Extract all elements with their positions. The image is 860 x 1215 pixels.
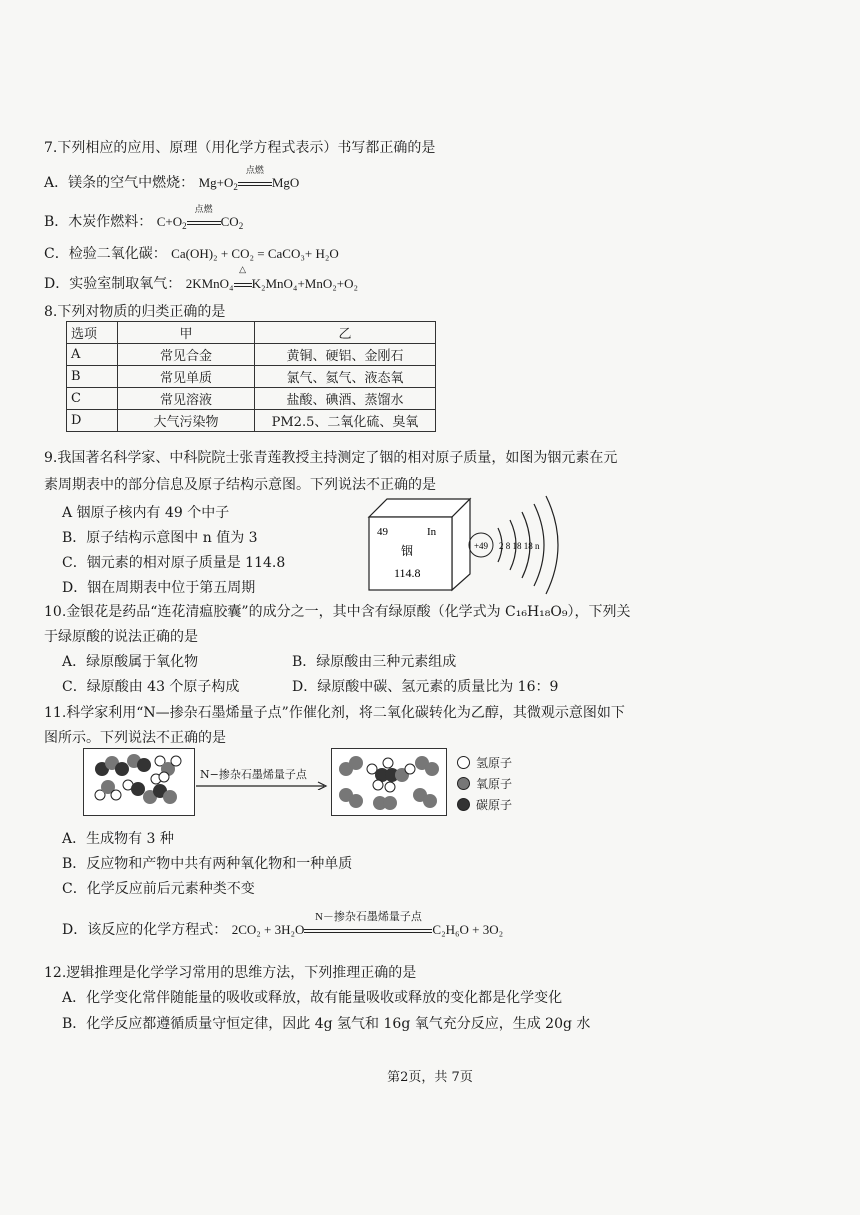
q11-stem-line1: 11.科学家利用“N—掺杂石墨烯量子点”作催化剂，将二氧化碳转化为乙醇，其微观示意图如下 [44,705,625,721]
reactants-box [83,748,195,816]
table-cell: 黄铜、硬铝、金刚石 [255,344,436,366]
table-cell: B [67,366,118,388]
q7-a-label: A．镁条的空气中燃烧： [44,175,195,191]
table-cell: D [67,410,118,432]
q9-option-a: A 铟原子核内有 49 个中子 [62,505,230,521]
table-cell: C [67,388,118,410]
atomic-structure-diagram [466,490,576,600]
table-cell: A [67,344,118,366]
q7-a-lhs: Mg+O [198,175,234,190]
element-symbol: In [427,526,437,538]
table-row [67,388,436,410]
q10-option-b: B．绿原酸由三种元素组成 [292,654,457,670]
q11-option-a: A．生成物有 3 种 [62,831,174,847]
q7-b-label: B．木炭作燃料： [44,214,153,230]
product-molecules [332,749,446,815]
q12-stem: 12.逻辑推理是化学学习常用的思维方法，下列推理正确的是 [44,965,417,981]
q7-c-label: C．检验二氧化碳： [44,246,167,262]
q12-option-b: B．化学反应都遵循质量守恒定律，因此 4g 氢气和 16g 氧气充分反应，生成 20g 水 [62,1016,591,1032]
q7-b-condition: 点燃 [194,204,213,214]
q9-option-b: B．原子结构示意图中 n 值为 3 [62,530,258,546]
legend-item-carbon [457,794,512,815]
legend-label: 氧原子 [476,777,513,791]
element-atomic-number: 49 [377,526,388,538]
q7-option-d [44,264,359,293]
q7-option-c [44,243,339,263]
table-cell: PM2.5、二氧化硫、臭氧 [255,410,436,432]
q7-b-rhs: CO [220,214,239,229]
table-header-row [67,322,436,344]
q7-stem: 7.下列相应的应用、原理（用化学方程式表示）书写都正确的是 [44,140,436,156]
q7-d-label: D．实验室制取氧气： [44,276,182,292]
q9-stem-line2: 素周期表中的部分信息及原子结构示意图。下列说法不正确的是 [44,477,436,493]
oxygen-atom-icon [457,777,470,790]
q7-a-rhs: MgO [271,175,300,190]
q7-d-rhs: K₂MnO₄+MnO₂+O₂ [251,276,359,291]
q11-option-b: B．反应物和产物中共有两种氧化物和一种单质 [62,856,353,872]
reaction-arrow-icon [196,770,330,790]
catalyst-label: N−掺杂石墨烯量子点 [200,768,307,781]
table-cell: 常见合金 [118,344,255,366]
table-row [67,344,436,366]
q11-d-label: D．该反应的化学方程式： [62,922,228,938]
q10-option-c: C．绿原酸由 43 个原子构成 [62,679,240,695]
q7-option-a [44,165,300,192]
legend-item-hydrogen [457,752,512,773]
q8-table [66,321,436,432]
page-footer: 第2页，共 7页 [387,1070,473,1085]
electron-shells: 2 8 18 18 n [499,541,540,551]
header-cell: 选项 [67,322,118,344]
q12-option-a: A．化学变化常伴随能量的吸收或释放，故有能量吸收或释放的变化都是化学变化 [62,990,563,1006]
table-cell: 氯气、氦气、液态氧 [255,366,436,388]
q11-d-condition: N－掺杂石墨烯量子点 [314,911,422,923]
element-name: 铟 [401,544,414,558]
q7-a-equation [198,165,300,192]
q11-option-d [62,911,504,939]
element-cell-diagram [367,497,472,592]
q9-option-c: C．铟元素的相对原子质量是 114.8 [62,555,286,571]
legend-label: 氢原子 [476,756,513,770]
q7-d-equation [185,264,359,291]
q7-d-lhs: 2KMnO₄ [185,276,234,291]
molecule-legend [457,752,512,815]
q7-a-sub: 2 [233,182,238,192]
legend-item-oxygen [457,773,512,794]
table-cell: 常见溶液 [118,388,255,410]
q7-b-sub: 2 [182,221,187,231]
q10-stem-line1: 10.金银花是药品“连花清瘟胶囊”的成分之一，其中含有绿原酸（化学式为 C₁₆H₁₈O₉），下列关 [44,604,631,620]
table-cell: 盐酸、碘酒、蒸馏水 [255,388,436,410]
table-cell: 大气污染物 [118,410,255,432]
products-box [331,748,447,816]
q11-option-c: C．化学反应前后元素种类不变 [62,881,255,897]
q9-option-d: D．铟在周期表中位于第五周期 [62,580,256,596]
table-row [67,410,436,432]
header-cell: 乙 [255,322,436,344]
q7-d-condition: △ [239,264,247,274]
reactant-molecules [84,749,194,815]
q7-b-sub2: 2 [238,221,244,231]
q7-option-b [44,204,244,231]
q8-stem: 8.下列对物质的归类正确的是 [44,304,226,320]
q7-a-condition: 点燃 [245,165,264,175]
hydrogen-atom-icon [457,756,470,769]
table-cell: 常见单质 [118,366,255,388]
q9-stem-line1: 9.我国著名科学家、中科院院士张青莲教授主持测定了铟的相对原子质量，如图为铟元素在元 [44,450,618,466]
header-cell: 甲 [118,322,255,344]
carbon-atom-icon [457,798,470,811]
q10-option-d: D．绿原酸中碳、氢元素的质量比为 16：9 [292,679,559,695]
q10-stem-line2: 于绿原酸的说法正确的是 [44,629,198,645]
q11-d-lhs: 2CO₂ + 3H₂O [231,922,305,937]
q10-option-a: A．绿原酸属于氧化物 [62,654,199,670]
q7-b-lhs: C+O [156,214,183,229]
q11-stem-line2: 图所示。下列说法不正确的是 [44,730,226,746]
nucleus-charge: +49 [473,541,489,551]
q7-b-equation [156,204,244,231]
element-mass: 114.8 [394,566,421,580]
table-row [67,366,436,388]
q7-c-equation: Ca(OH)₂ + CO₂ = CaCO₃+ H₂O [171,246,339,261]
legend-label: 碳原子 [476,798,513,812]
q11-d-equation [231,911,504,937]
q11-d-rhs: C₂H₆O + 3O₂ [432,922,504,937]
